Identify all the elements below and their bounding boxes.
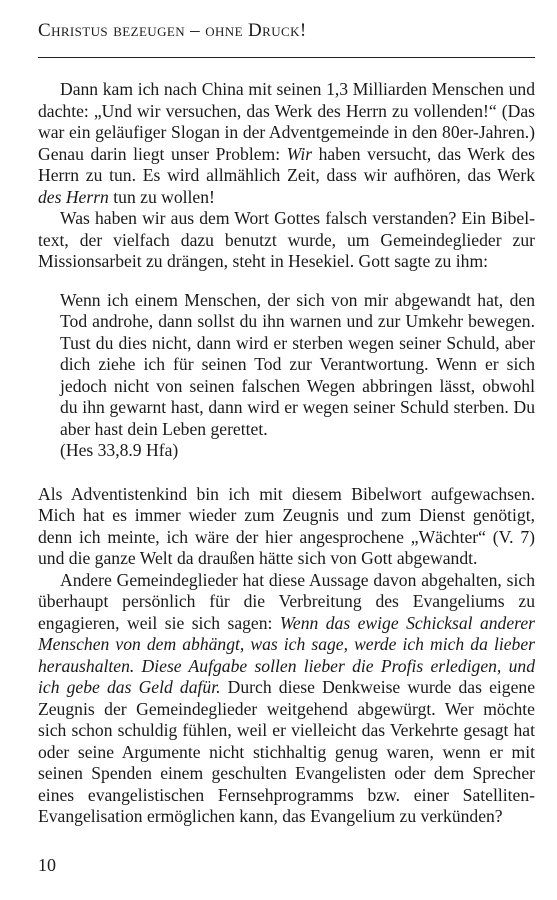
italic-text: Wenn das ewige Schicksal anderer Menschen von dem abhängt, was ich sage, werde ich mich da lieber heraushalten. Diese Aufgabe sollen lieber die Profis erledigen, und ich gebe das Geld dafür. <box>38 612 535 697</box>
block-quote <box>60 290 535 441</box>
text-run: Als Adventistenkind bin ich mit diesem Bibelwort aufgewachsen. Mich hat es immer wieder zum Zeugnis und zum Dienst genötigt, denn ich meinte, ich wäre der hier angesprochene „Wächter“ (V. 7) und die ganze Welt da draußen hätte sich von Gott abgewandt. <box>38 483 535 568</box>
text-run: Dann kam ich nach China mit seinen 1,3 Milliarden Menschen und dachte: „Und wir versuchen, das Werk des Herrn zu vollenden!“ (Das war ein geläufiger Slogan in der Adventgemeinde in den 80er-Jahren.) Genau darin liegt unser Problem: <box>38 79 535 164</box>
text-run: (Hes 33,8.9 Hfa) <box>60 440 179 460</box>
text-run: haben versucht, das Werk des Herrn zu tun. Es wird allmählich Zeit, dass wir aufhören, das Werk <box>38 143 535 185</box>
paragraph-2 <box>38 208 535 273</box>
header-rule <box>38 57 535 58</box>
paragraph-1 <box>38 79 535 208</box>
text-run: tun zu wollen! <box>108 186 215 207</box>
page-number: 10 <box>38 855 56 875</box>
text-run: Durch diese Denkweise wurde das eigene Zeugnis der Gemeindeglieder weitgehend abgewürgt. Wer möchte sich schon schuldig fühlen, weil er vielleicht das Verkehrte gesagt hat oder seine Argumente nicht stichhaltig genug waren, wenn er mit seinen Spenden einem geschulten Evangelisten oder dem Sprecher eines evangelistischen Fernsehprogramms bzw. einer Satelliten-Evangelisation ermöglichen kann, das Evangelium zu verkünden? <box>38 677 535 826</box>
paragraph-3 <box>38 484 535 570</box>
paragraph-4 <box>38 570 535 828</box>
quote-citation <box>60 440 535 462</box>
running-header: Christus bezeugen – ohne Druck! <box>38 20 307 41</box>
text-run: Wenn ich einem Menschen, der sich von mir abgewandt hat, den Tod androhe, dann sollst du ihn warnen und zur Umkehr bewegen. Tust du dies nicht, dann wird er sterben wegen seiner Schuld, aber dich ziehe ich für seinen Tod zur Verantwortung. Wenn er sich jedoch nicht von seinen falschen Wegen abbringen lässt, obwohl du ihn gewarnt hast, dann wird er wegen seiner Schuld sterben. Du aber hast dein Leben gerettet. <box>60 289 535 439</box>
body-text <box>38 79 535 828</box>
italic-text: des Herrn <box>38 186 109 207</box>
text-run: Andere Gemeindeglieder hat diese Aussage davon abgehalten, sich überhaupt persönlich für die Verbreitung des Evangeliums zu engagieren, weil sie sich sagen: <box>38 569 535 633</box>
text-run: Was haben wir aus dem Wort Gottes falsch verstanden? Ein Bibeltext, der vielfach dazu benutzt wurde, um Gemeindeglieder zur Missionsarbeit zu drängen, steht in Hesekiel. Gott sagte zu ihm: <box>38 208 535 271</box>
italic-text: Wir <box>286 143 313 164</box>
